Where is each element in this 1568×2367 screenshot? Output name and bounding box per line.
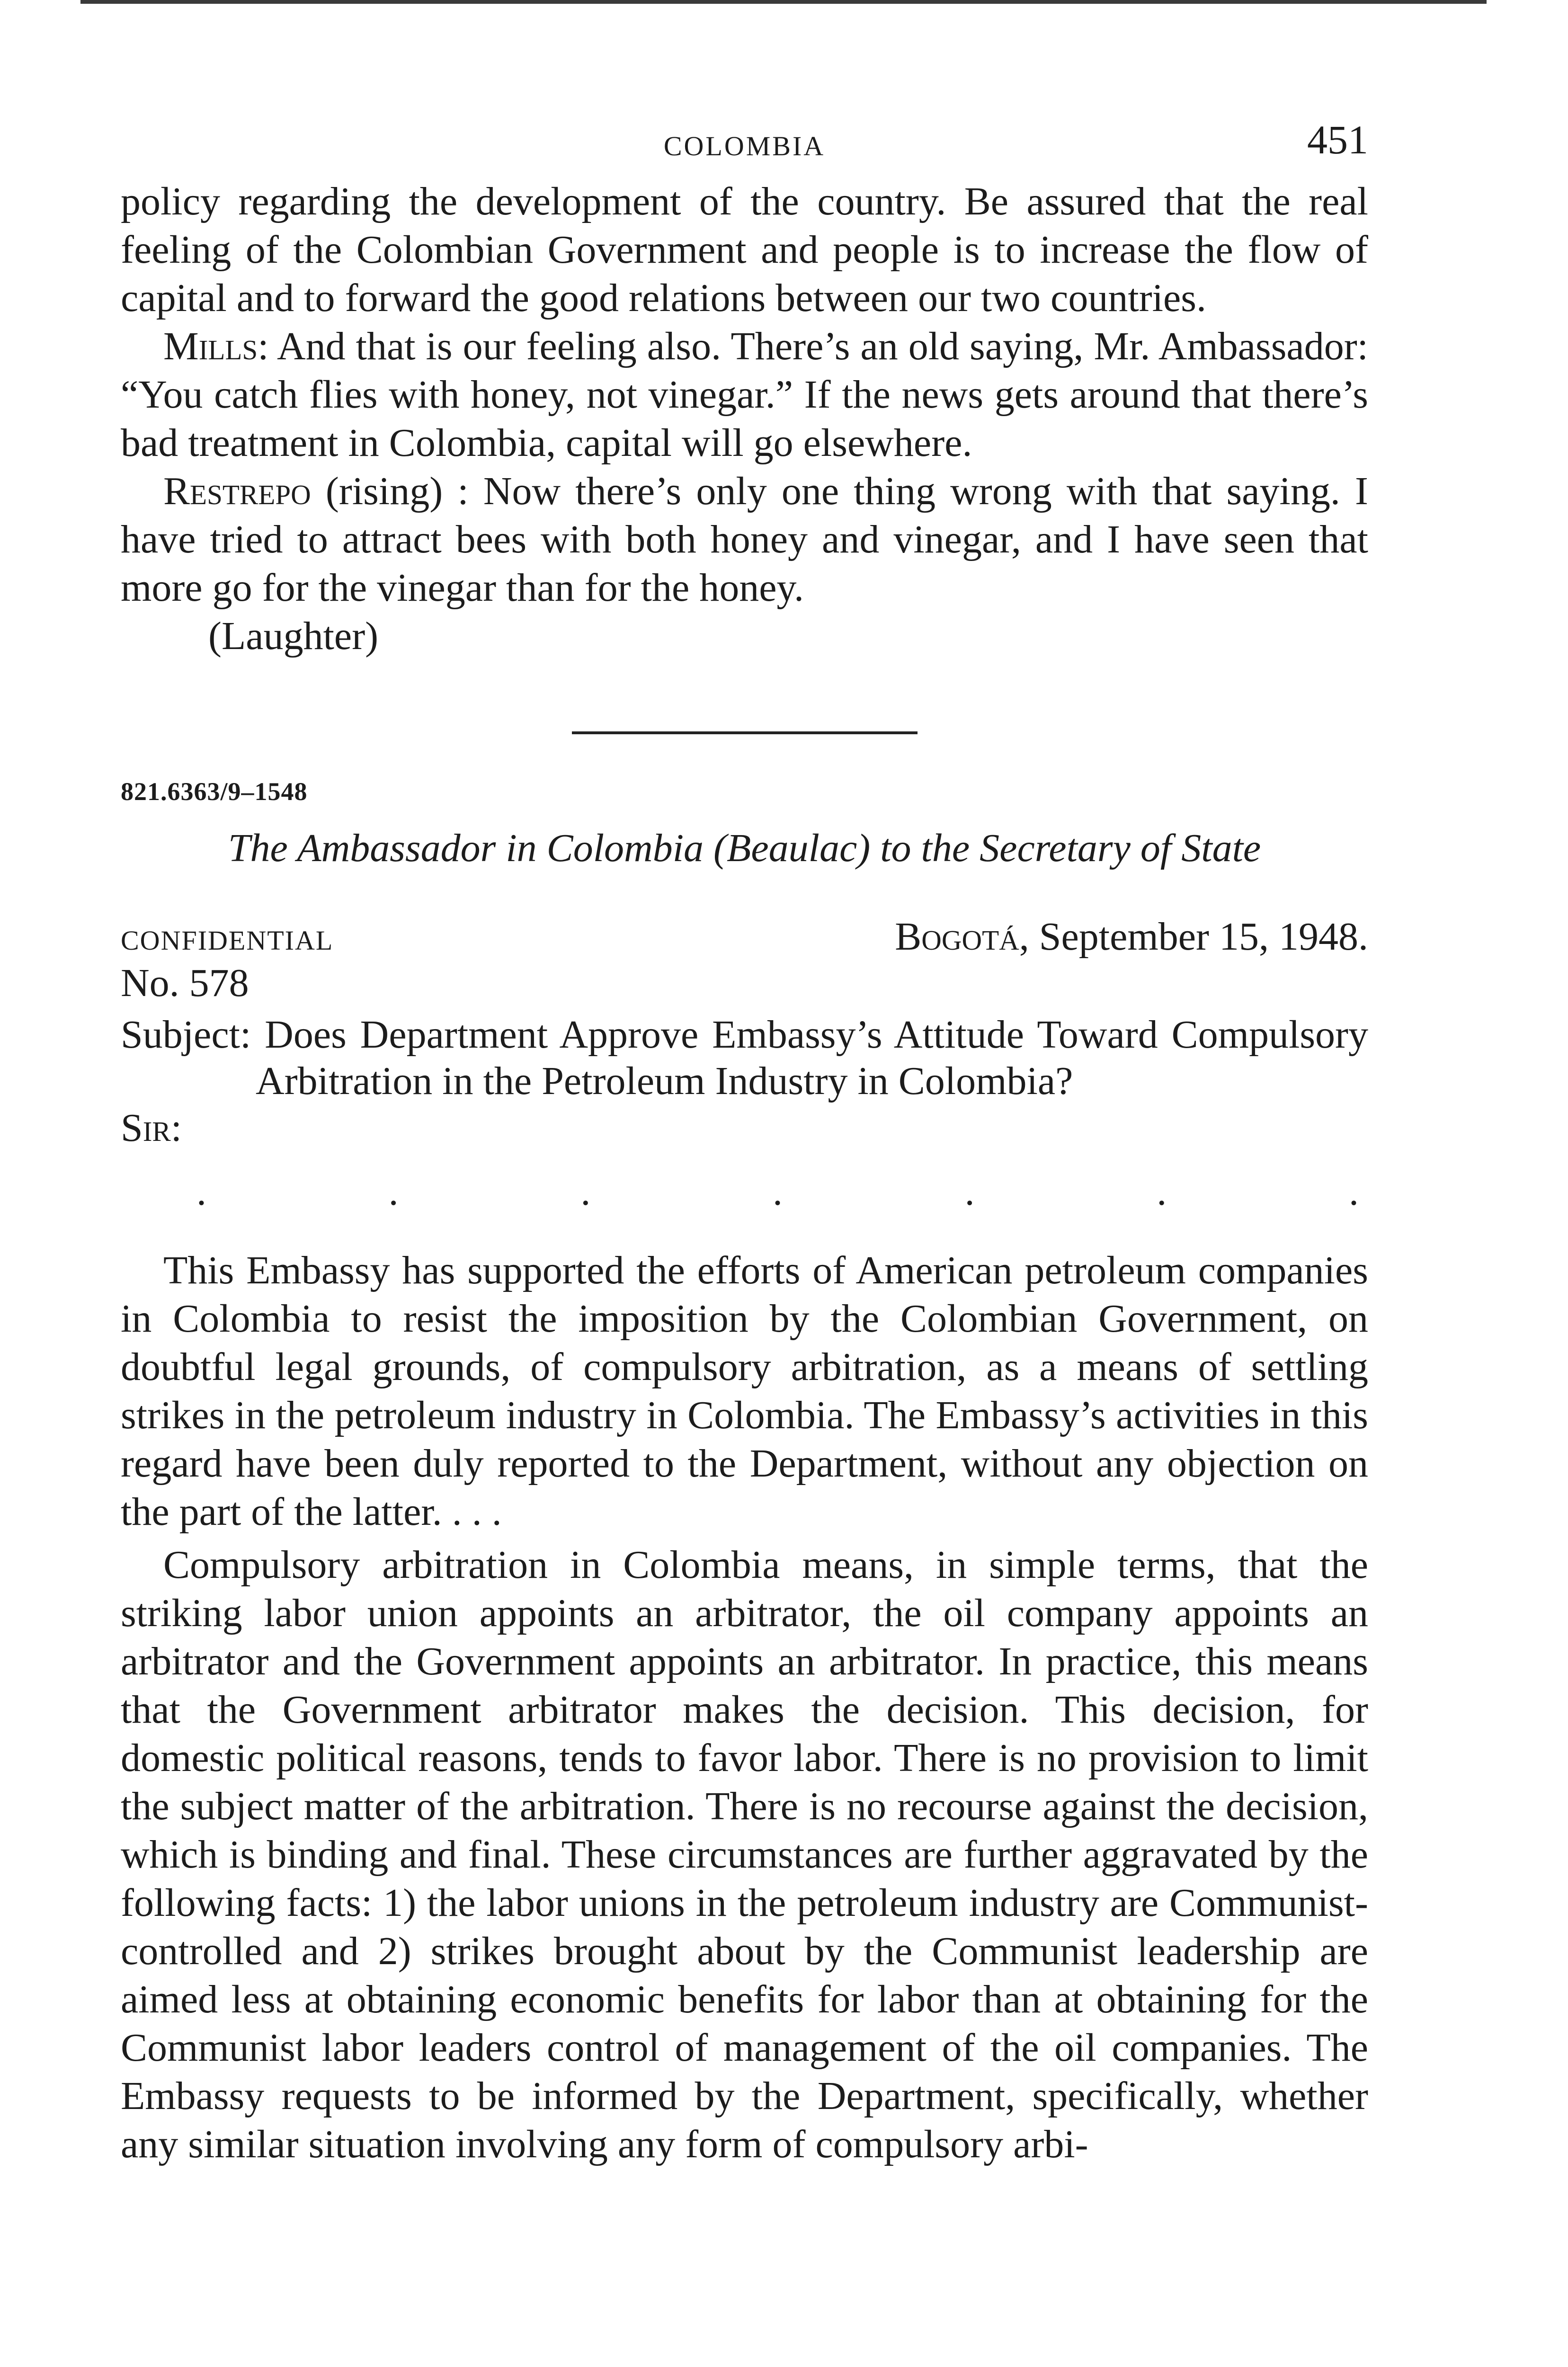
salutation-text: Sir: [121, 1106, 182, 1150]
document-title: The Ambassador in Colombia (Beaulac) to the Secretary of State [228, 826, 1261, 870]
document-meta-row [121, 914, 1368, 960]
omission-dot: . [772, 1170, 783, 1214]
running-head [121, 116, 1368, 178]
omission-dot: . [964, 1170, 975, 1214]
omission-dot: . [1157, 1170, 1167, 1214]
omission-dot: . [196, 1170, 206, 1214]
dialogue-text-mills: And that is our feeling also. There’s an old saying, Mr. Ambassador: “You catch flies with honey, not vinegar.” If the news gets around that there’s bad treatment in Colombia, capital will go elsewhere. [121, 324, 1368, 465]
speaker-restrepo: Restrepo [163, 469, 311, 513]
omission-dots [121, 1171, 1368, 1213]
dialogue-mills [121, 322, 1368, 467]
laughter-note: (Laughter) [208, 614, 379, 658]
place-date [895, 914, 1368, 960]
classification-label: CONFIDENTIAL [121, 925, 334, 956]
speaker-mills: Mills [163, 324, 258, 368]
file-reference: 821.6363/9–1548 [121, 777, 308, 806]
continuation-paragraph: policy regarding the development of the country. Be assured that the real feeling of the Colombian Government and people is to increase the flow of capital and to forward the good relations between our two countries. [121, 179, 1368, 320]
page-number: 451 [1307, 117, 1368, 162]
body-paragraph-1: This Embassy has supported the efforts of American petroleum companies in Colombia to resist the imposition by the Colombian Government, on doubtful legal grounds, of compulsory arbitration, as a means of settling strikes in the petroleum industry in Colombia. The Embassy’s activities in this regard have been duly reported to the Department, without any objection on the part of the latter. . . . [121, 1248, 1368, 1534]
omission-dot: . [388, 1170, 399, 1214]
omission-dot: . [1348, 1170, 1359, 1214]
document-number: No. 578 [121, 961, 249, 1005]
section-divider [572, 731, 918, 734]
speaker-separator-restrepo: (rising) : [311, 469, 469, 513]
subject-text: Does Department Approve Embassy’s Attitude Toward Compulsory Arbitration in the Petroleum Industry in Colombia? [251, 1013, 1368, 1103]
salutation [121, 1104, 1368, 1152]
dialogue-restrepo [121, 467, 1368, 612]
dialogue-text-restrepo: Now there’s only one thing wrong with that saying. I have tried to attract bees with both honey and vinegar, and I have seen that more go for the vinegar than for the honey. [121, 469, 1368, 610]
running-title: COLOMBIA [663, 131, 826, 161]
date: , September 15, 1948. [1019, 915, 1368, 959]
top-edge-rule [80, 0, 1487, 4]
subject-line [121, 1012, 1368, 1104]
speaker-separator-mills: : [258, 324, 269, 368]
body-paragraph-2: Compulsory arbitration in Colombia means, in simple terms, that the striking labor union appoints an arbitrator, the oil company appoints an arbitrator and the Government appoints an arbitrator. In practice, this means that the Government arbitrator makes the decision. This decision, for domestic political reasons, tends to favor labor. There is no provision to limit the subject matter of the arbitration. There is no recourse against the decision, which is binding and final. These circumstances are further aggravated by the following facts: 1) the labor unions in the petroleum industry are Communist-controlled and 2) strikes brought about by the Communist leadership are aimed less at obtaining economic benefits for labor than at obtaining for the Communist labor leaders control of management of the oil companies. The Embassy requests to be informed by the Department, specifically, whether any similar situation involving any form of compulsory arbi- [121, 1543, 1368, 2166]
place: Bogotá [895, 915, 1019, 959]
subject-label: Subject: [121, 1013, 251, 1057]
page-body [121, 116, 1368, 2173]
omission-dot: . [580, 1170, 591, 1214]
